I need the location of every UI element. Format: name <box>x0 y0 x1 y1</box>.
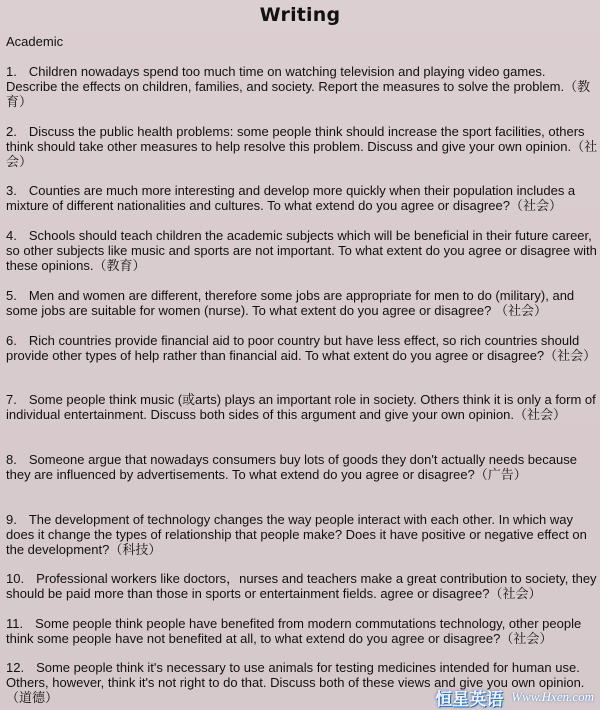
question-number: 8. <box>6 452 17 467</box>
site-watermark <box>435 685 594 709</box>
question-number: 5. <box>6 288 17 303</box>
question-item <box>6 124 598 169</box>
question-text: Counties are much more interesting and develop more quickly when their population includes a mixture of different nationalities and cultures. To what extend do you agree or disagree?（社会） <box>6 183 576 213</box>
question-number: 10. <box>6 571 25 586</box>
question-item <box>6 512 598 557</box>
question-item <box>6 571 598 601</box>
question-number: 2. <box>6 124 17 139</box>
question-item <box>6 333 598 363</box>
question-item <box>6 64 598 109</box>
watermark-logo-text: 恒星英语 <box>435 689 504 710</box>
question-text: Some people think music (或arts) plays an important role in society. Others think it is only a form of individual entertainment. Discuss both sides of this argument and give your own opinion.（社会） <box>6 392 596 422</box>
question-item <box>6 616 598 646</box>
question-number: 9. <box>6 512 17 527</box>
question-text: Men and women are different, therefore some jobs are appropriate for men to do (military), and some jobs are suitable for women (nurse). To what extent do you agree or disagree? （社会） <box>6 288 575 318</box>
section-label: Academic <box>6 34 64 49</box>
question-item <box>6 452 598 482</box>
question-number: 12. <box>6 660 25 675</box>
question-item <box>6 288 598 318</box>
question-number: 11. <box>6 616 24 631</box>
page-title: Writing <box>259 4 341 26</box>
question-text: Children nowadays spend too much time on watching television and playing video games. Describe the effects on children, families, and society. Report the measures to solve the problem.（教育） <box>6 64 591 109</box>
question-number: 1. <box>6 64 17 79</box>
question-text: Someone argue that nowadays consumers buy lots of goods they don't actually needs because they are influenced by advertisements. To what extend do you agree or disagree?（广告） <box>6 452 577 482</box>
question-number: 6. <box>6 333 17 348</box>
watermark-url: Www.Hxen.com <box>511 689 594 704</box>
question-number: 4. <box>6 228 17 243</box>
question-item <box>6 228 598 273</box>
question-number: 3. <box>6 183 17 198</box>
question-text: The development of technology changes the way people interact with each other. In which way does it change the types of relationship that people make? Does it have positive or negative effect on the development?（科技） <box>6 512 587 557</box>
question-text: Discuss the public health problems: some people think should increase the sport facilities, others think should take other measures to help resolve this problem. Discuss and give your own opinion.（社会） <box>6 124 598 169</box>
question-number: 7. <box>6 392 17 407</box>
question-text: Schools should teach children the academic subjects which will be beneficial in their future career, so other subjects like music and sports are not important. To what extent do you agree or disagree with these opinions.（教育） <box>6 228 597 273</box>
question-text: Professional workers like doctors，nurses and teachers make a great contribution to society, they should be paid more than those in sports or entertainment fields. agree or disagree?（社会） <box>6 571 597 601</box>
question-text: Some people think it's necessary to use animals for testing medicines intended for human use. Others, however, think it's not right to do that. Discuss both of these views and give you own opinion.（道德） <box>6 660 585 705</box>
question-text: Some people think people have benefited from modern commutations technology, other people think some people have not benefited at all, to what extend do you agree or disagree?（社会） <box>6 616 582 646</box>
question-item <box>6 183 598 213</box>
question-item <box>6 392 598 422</box>
question-text: Rich countries provide financial aid to poor country but have less effect, so rich countries should provide other types of help rather than financial aid. To what extent do you agree or disagree?（社会） <box>6 333 597 363</box>
